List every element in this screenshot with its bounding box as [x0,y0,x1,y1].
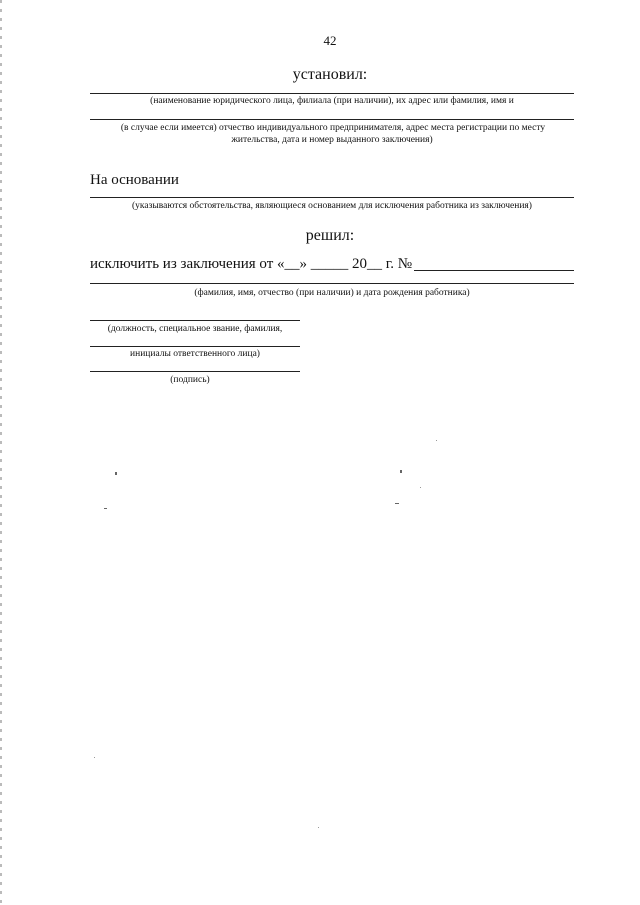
heading-established: установил: [292,66,368,83]
blank-line-signature [90,371,300,372]
scan-speck [318,827,319,828]
caption-signature: (подпись) [170,375,210,385]
blank-line-entity [90,93,574,94]
caption-entity-line2b: жительства, дата и номер выданного заключения) [231,135,433,145]
scan-edge-marks [0,0,2,905]
scan-speck [94,757,95,758]
scan-speck [400,470,402,473]
blank-line-official [90,320,300,321]
caption-employee: (фамилия, имя, отчество (при наличии) и дата рождения работника) [194,288,470,298]
caption-entity-line2a: (в случае если имеется) отчество индивидуального предпринимателя, адрес места регистрации по месту [120,123,546,133]
caption-entity-line1: (наименование юридического лица, филиала (при наличии), их адрес или фамилия, имя и [150,96,514,106]
scan-speck [436,440,437,441]
exclude-text: исключить из заключения от «__» _____ 20__ г. № [90,256,413,272]
blank-line-employee [90,283,574,284]
blank-line-number [414,270,574,271]
scan-speck [115,472,117,475]
caption-official-1: (должность, специальное звание, фамилия, [107,324,283,334]
blank-line-official-2 [90,346,300,347]
heading-decided: решил: [305,227,355,244]
scan-speck [104,508,107,509]
caption-basis: (указываются обстоятельства, являющиеся основанием для исключения работника из заключения) [132,201,532,211]
caption-official-2: инициалы ответственного лица) [130,349,260,359]
scan-speck [420,487,421,488]
page-number: 42 [323,33,337,48]
blank-line-entity-2 [90,119,574,120]
blank-line-basis [90,197,574,198]
scan-speck [395,503,399,504]
basis-label: На основании [90,172,179,188]
